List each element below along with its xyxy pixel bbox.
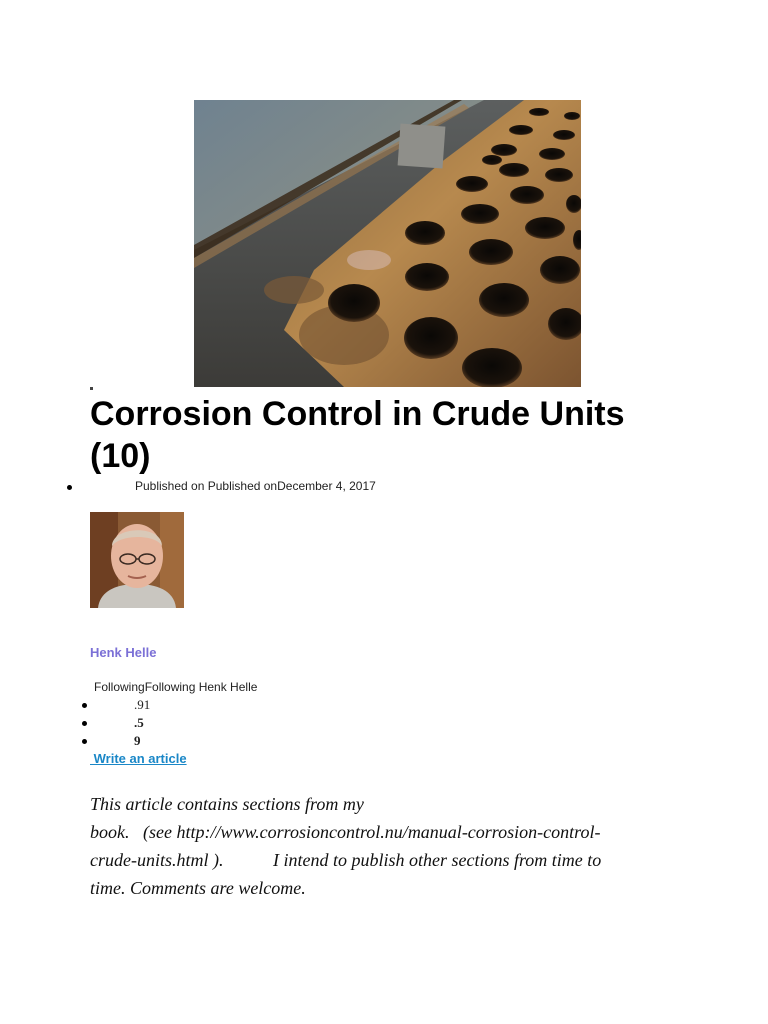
article-title: Corrosion Control in Crude Units (10) (90, 395, 625, 475)
body-line: crude-units.html ). I intend to publish other sections from time to (90, 850, 602, 870)
body-line: book. (see http://www.corrosioncontrol.nu/manual-corrosion-control- (90, 822, 601, 842)
published-date: Published on Published onDecember 4, 2017 (135, 479, 376, 493)
body-line: time. Comments are welcome. (90, 878, 306, 898)
author-avatar[interactable] (90, 512, 184, 608)
published-line (0, 478, 768, 496)
list-item (0, 733, 768, 751)
article-body (90, 790, 690, 902)
list-item (0, 715, 768, 733)
stat-value: .91 (134, 697, 151, 712)
stat-value: .5 (134, 715, 144, 730)
hero-image (194, 100, 581, 387)
bullet-icon (82, 721, 87, 726)
stats-list (0, 697, 768, 751)
bullet-icon (67, 485, 72, 490)
bullet-icon (82, 703, 87, 708)
separator-mark (90, 387, 93, 390)
write-article-link[interactable]: Write an article (90, 751, 187, 766)
bullet-icon (82, 739, 87, 744)
stat-value: 9 (134, 733, 141, 748)
list-item (0, 697, 768, 715)
body-line: This article contains sections from my (90, 794, 364, 814)
author-name-link[interactable]: Henk Helle (90, 645, 157, 660)
following-status[interactable]: FollowingFollowing Henk Helle (94, 680, 258, 694)
